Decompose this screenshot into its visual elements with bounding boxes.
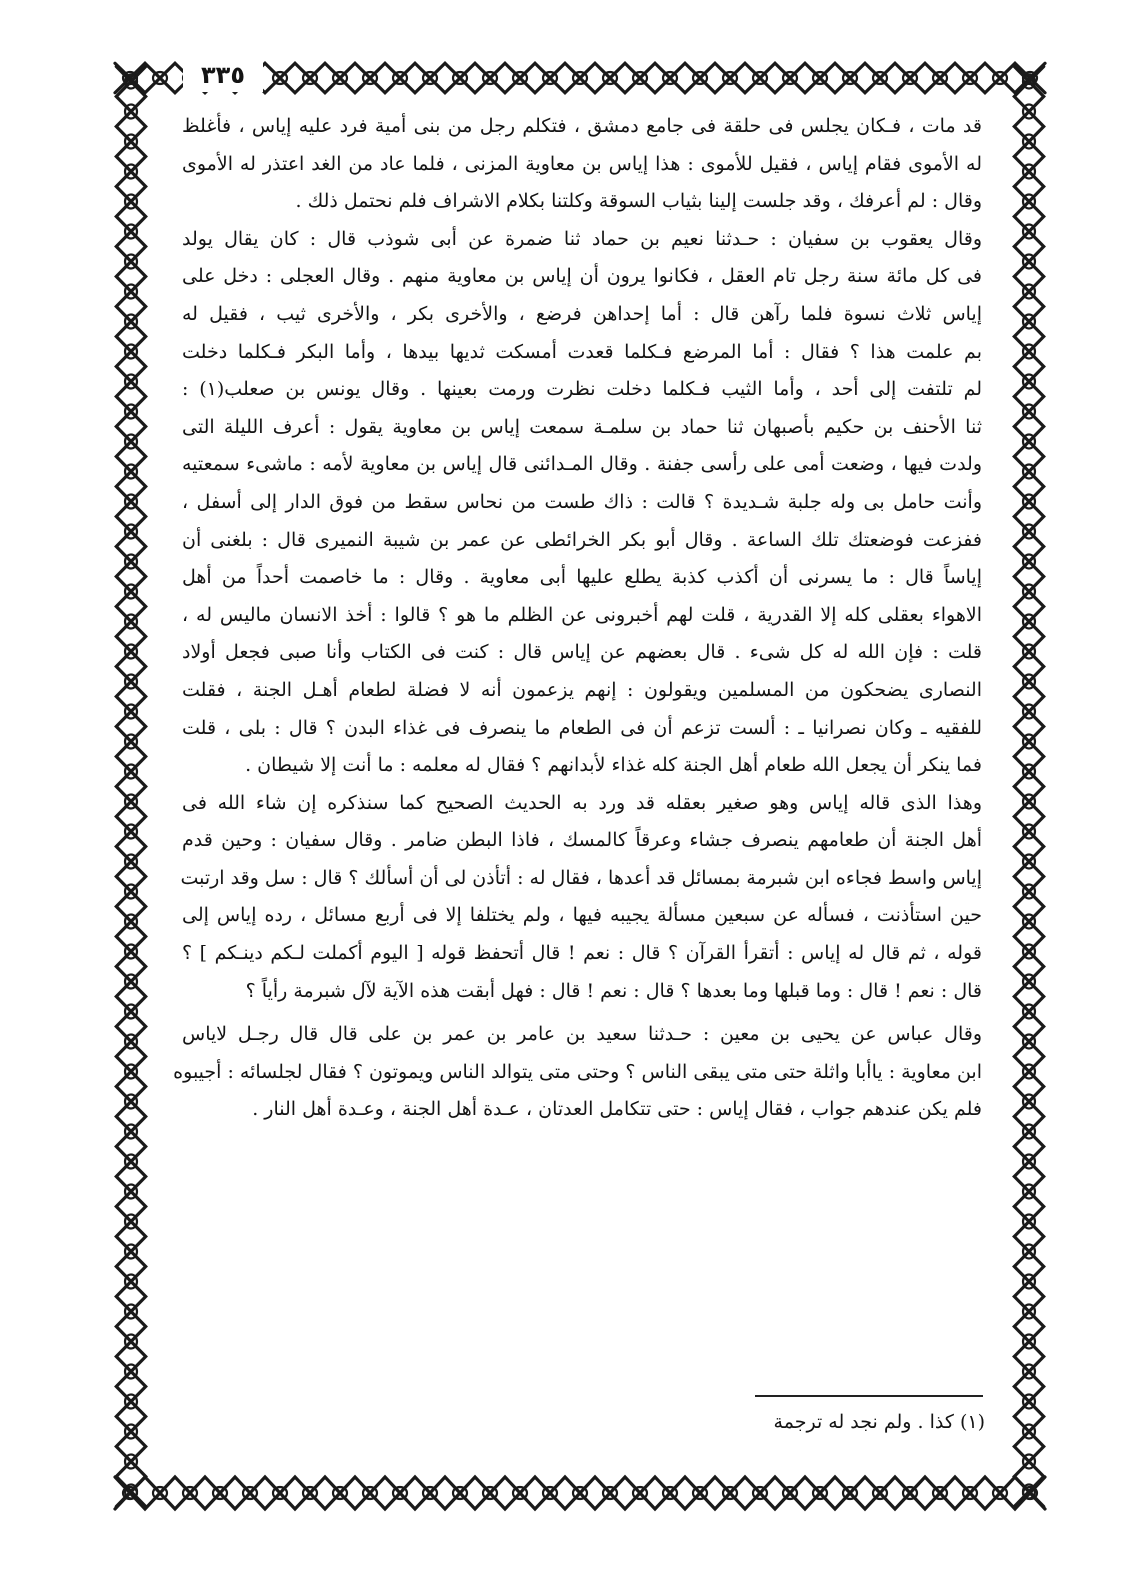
- text-line: قوله ، ثم قال له إياس : أتقرأ القرآن ؟ قال : نعم ! قال أتحفظ قوله [ اليوم أكملت لـكم دينـكم ] ؟: [182, 942, 982, 965]
- text-line: وقال عباس عن يحيى بن معين : حـدثنا سعيد بن عامر بن عمر بن على قال قال رجـل لاياس: [182, 1023, 982, 1046]
- ornamental-border-right: [1006, 55, 1052, 1518]
- text-line: وقال يعقوب بن سفيان : حـدثنا نعيم بن حماد ثنا ضمرة عن أبى شوذب قال : كان يقال يولد: [182, 227, 982, 250]
- text-line: أهل الجنة أن طعامهم ينصرف جشاء وعرقاً كالمسك ، فاذا البطن ضامر . وقال سفيان : وحين قدم: [182, 829, 982, 852]
- footnote-divider: [755, 1395, 983, 1397]
- text-line: إياس واسط فجاءه ابن شبرمة بمسائل قد أعدها ، فقال له : أتأذن لى أن أسألك ؟ قال : سل وقد ارتبت: [180, 866, 982, 889]
- footnote-text: كذا . ولم نجد له ترجمة: [773, 1411, 954, 1433]
- text-line: وأنت حامل بى وله جلبة شـديدة ؟ قالت : ذاك طست من نحاس سقط من فوق الدار إلى أسفل ،: [182, 490, 982, 513]
- text-line: وقال : لم أعرفك ، وقد جلست إلينا بثياب السوقة وكلتنا بكلام الاشراف فلم نحتمل ذلك .: [295, 190, 982, 213]
- text-line: الاهواء بعقلى كله إلا القدرية ، قلت لهم أخبرونى عن الظلم ما هو ؟ قالوا : أخذ الانسان ماليس له ،: [182, 603, 982, 626]
- text-line: فلم يكن عندهم جواب ، فقال إياس : حتى تتكامل العدتان ، عـدة أهل الجنة ، وعـدة أهل النار .: [252, 1098, 982, 1121]
- text-line: إياس ثلاث نسوة فلما رآهن قال : أما إحداهن فرضع ، والأخرى بكر ، والأخرى ثيب ، فقيل له: [182, 302, 982, 325]
- text-line: وهذا الذى قاله إياس وهو صغير بعقله قد ورد به الحديث الصحيح كما سنذكره إن شاء الله فى: [182, 791, 982, 814]
- text-line: ثنا الأحنف بن حكيم بأصبهان ثنا حماد بن سلمـة سمعت إياس بن معاوية يقول : أعرف الليلة التى: [182, 415, 982, 438]
- text-line: بم علمت هذا ؟ فقال : أما المرضع فـكلما قعدت أمسكت ثديها بيدها ، وأما البكر فـكلما دخلت: [182, 340, 982, 363]
- footnote: [700, 1402, 985, 1442]
- text-line: للفقيه ـ وكان نصرانيا ـ : ألست تزعم أن فى الطعام ما ينصرف فى غذاء البدن ؟ قال : بلى ، قلت: [182, 716, 982, 739]
- page-number: ٣٣٥: [183, 58, 263, 92]
- text-line: ابن معاوية : ياأبا واثلة حتى متى يبقى الناس ؟ وحتى متى يتوالد الناس ويموتون ؟ فقال لجلسائه : أجيبوه: [173, 1060, 982, 1083]
- text-line: إياساً قال : ما يسرنى أن أكذب كذبة يطلع عليها أبى معاوية . وقال : ما خاصمت أحداً من أهل: [182, 566, 982, 589]
- text-line: قد مات ، فـكان يجلس فى حلقة فى جامع دمشق ، فتكلم رجل من بنى أمية فرد عليه إياس ، فأغلظ: [182, 115, 982, 137]
- main-text-body: [173, 108, 982, 1129]
- text-line: قلت : فإن الله له كل شىء . قال بعضهم عن إياس قال : كنت فى الكتاب وأنا صبى فجعل أولاد: [182, 641, 982, 664]
- text-line: ففزعت فوضعتك تلك الساعة . وقال أبو بكر الخرائطى عن عمر بن شيبة النميرى قال : بلغنى أن: [182, 528, 982, 551]
- text-line: النصارى يضحكون من المسلمين ويقولون : إنهم يزعمون أنه لا فضلة لطعام أهـل الجنة ، فقلت: [182, 678, 982, 701]
- text-line: له الأموى فقام إياس ، فقيل للأموى : هذا إياس بن معاوية المزنى ، فلما عاد من الغد اعتذر له الأموى: [182, 152, 982, 175]
- text-line: لم تلتفت إلى أحد ، وأما الثيب فـكلما دخلت نظرت ورمت بعينها . وقال يونس بن صعلب(١) :: [182, 378, 982, 401]
- ornamental-border-bottom: [108, 1468, 1052, 1518]
- text-line: حين استأذنت ، فسأله عن سبعين مسألة يجيبه فيها ، ولم يختلفا إلا فى أربع مسائل ، رده إياس إلى: [182, 904, 982, 927]
- text-line: فما ينكر أن يجعل الله طعام أهل الجنة كله غذاء لأبدانهم ؟ فقال له معلمه : ما أنت إلا شيطان .: [245, 754, 982, 777]
- text-line: فى كل مائة سنة رجل تام العقل ، فكانوا يرون أن إياس بن معاوية منهم . وقال العجلى : دخل على: [182, 265, 982, 288]
- text-line: ولدت فيها ، وضعت أمى على رأسى جفنة . وقال المـدائنى قال إياس بن معاوية لأمه : ماشىء سمعتيه: [182, 453, 982, 476]
- footnote-marker: (١): [959, 1411, 985, 1433]
- text-line: قال : نعم ! قال : وما قبلها وما بعدها ؟ قال : نعم ! قال : فهل أبقت هذه الآية لآل شبرمة رأياً ؟: [245, 979, 982, 1002]
- ornamental-border-left: [108, 55, 154, 1518]
